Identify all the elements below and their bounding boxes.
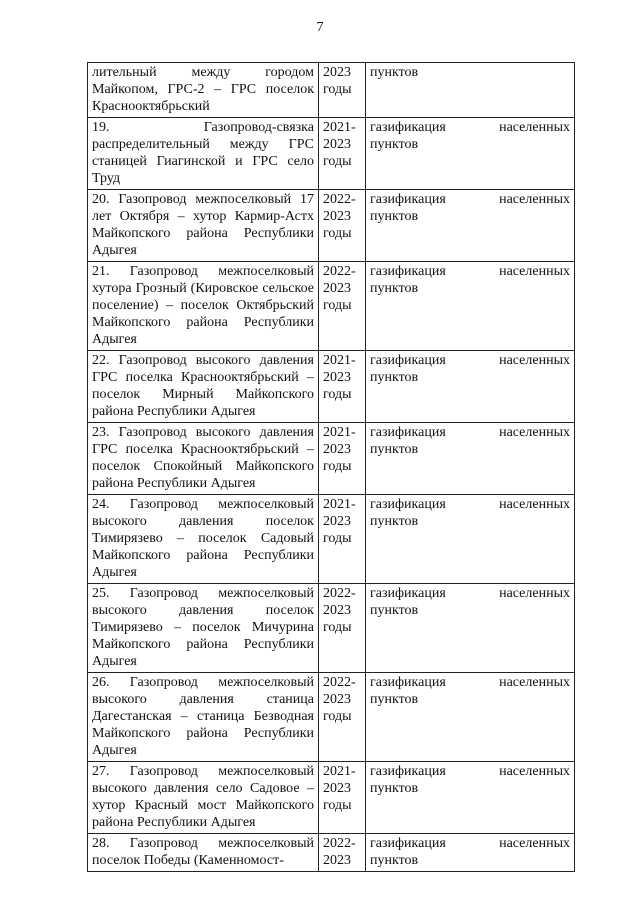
- table-row: [88, 63, 575, 118]
- period-cell: [319, 495, 366, 584]
- purpose-line: пунктов: [370, 209, 419, 224]
- purpose-word: газификация: [370, 764, 446, 779]
- period-line: 2023: [323, 442, 351, 457]
- purpose-cell: [366, 834, 575, 872]
- table-row: [88, 423, 575, 495]
- purpose-cell: [366, 262, 575, 351]
- purpose-word: населенных: [499, 425, 570, 440]
- period-line: 2022-: [323, 264, 356, 279]
- purpose-cell: [366, 584, 575, 673]
- object-name-cell: 23. Газопровод высокого давления ГРС поселка Краснооктябрьский – поселок Спокойный Майкопского района Республики Адыгея: [88, 423, 319, 495]
- purpose-line: [370, 835, 570, 852]
- period-line: 2023: [323, 692, 351, 707]
- period-line: 2023: [323, 853, 351, 868]
- purpose-line: [370, 191, 570, 208]
- period-line: годы: [323, 709, 352, 724]
- table-row: [88, 673, 575, 762]
- purpose-cell: [366, 63, 575, 118]
- period-cell: [319, 584, 366, 673]
- period-cell: [319, 762, 366, 834]
- table-row: [88, 118, 575, 190]
- purpose-line: пунктов: [370, 137, 419, 152]
- purpose-word: населенных: [499, 836, 570, 851]
- period-line: 2021-: [323, 120, 356, 135]
- purpose-cell: [366, 423, 575, 495]
- period-line: 2022-: [323, 192, 356, 207]
- period-line: 2023: [323, 65, 351, 80]
- table-row: [88, 351, 575, 423]
- period-line: годы: [323, 531, 352, 546]
- purpose-word: газификация: [370, 264, 446, 279]
- period-line: годы: [323, 82, 352, 97]
- purpose-line: пунктов: [370, 853, 419, 868]
- purpose-word: газификация: [370, 675, 446, 690]
- period-line: годы: [323, 226, 352, 241]
- purpose-word: населенных: [499, 353, 570, 368]
- object-name-cell: 24. Газопровод межпоселковый высокого давления поселок Тимирязево – поселок Садовый Майкопского района Республики Адыгея: [88, 495, 319, 584]
- period-line: годы: [323, 798, 352, 813]
- period-line: 2022-: [323, 675, 356, 690]
- period-cell: [319, 63, 366, 118]
- purpose-line: пунктов: [370, 65, 419, 80]
- purpose-word: населенных: [499, 120, 570, 135]
- purpose-word: газификация: [370, 497, 446, 512]
- object-name-cell: 26. Газопровод межпоселковый высокого давления станица Дагестанская – станица Безводная Майкопского района Республики Адыгея: [88, 673, 319, 762]
- table-row: [88, 834, 575, 872]
- table-row: [88, 190, 575, 262]
- period-line: 2023: [323, 781, 351, 796]
- purpose-word: газификация: [370, 836, 446, 851]
- purpose-line: [370, 352, 570, 369]
- period-line: 2023: [323, 514, 351, 529]
- period-line: 2023: [323, 209, 351, 224]
- period-cell: [319, 118, 366, 190]
- purpose-line: [370, 119, 570, 136]
- period-line: годы: [323, 154, 352, 169]
- object-name-cell: лительный между городом Майкопом, ГРС-2 – ГРС поселок Краснооктябрьский: [88, 63, 319, 118]
- object-name-cell: 27. Газопровод межпоселковый высокого давления село Садовое – хутор Красный мост Майкопского района Республики Адыгея: [88, 762, 319, 834]
- table-row: [88, 262, 575, 351]
- purpose-word: населенных: [499, 264, 570, 279]
- purpose-line: [370, 674, 570, 691]
- period-line: 2021-: [323, 764, 356, 779]
- purpose-line: пунктов: [370, 514, 419, 529]
- object-name-cell: 25. Газопровод межпоселковый высокого давления поселок Тимирязево – поселок Мичурина Майкопского района Республики Адыгея: [88, 584, 319, 673]
- purpose-line: [370, 424, 570, 441]
- purpose-cell: [366, 762, 575, 834]
- period-line: годы: [323, 298, 352, 313]
- projects-table: [87, 62, 575, 872]
- period-cell: [319, 673, 366, 762]
- purpose-cell: [366, 118, 575, 190]
- object-name-cell: 22. Газопровод высокого давления ГРС поселка Краснооктябрьский – поселок Мирный Майкопского района Республики Адыгея: [88, 351, 319, 423]
- period-cell: [319, 351, 366, 423]
- period-line: годы: [323, 620, 352, 635]
- purpose-line: пунктов: [370, 370, 419, 385]
- table-row: [88, 495, 575, 584]
- object-name-cell: 19. Газопровод-связка распределительный между ГРС станицей Гиагинской и ГРС село Труд: [88, 118, 319, 190]
- period-line: 2021-: [323, 425, 356, 440]
- period-line: 2022-: [323, 586, 356, 601]
- period-cell: [319, 190, 366, 262]
- period-line: 2021-: [323, 497, 356, 512]
- object-name-cell: 20. Газопровод межпоселковый 17 лет Октября – хутор Кармир-Астх Майкопского района Республики Адыгея: [88, 190, 319, 262]
- period-line: годы: [323, 459, 352, 474]
- period-line: 2023: [323, 137, 351, 152]
- purpose-word: газификация: [370, 192, 446, 207]
- purpose-line: пунктов: [370, 781, 419, 796]
- purpose-line: [370, 496, 570, 513]
- object-name-cell: 21. Газопровод межпоселковый хутора Грозный (Кировское сельское поселение) – поселок Октябрьский Майкопского района Республики Адыгея: [88, 262, 319, 351]
- purpose-cell: [366, 351, 575, 423]
- period-line: 2023: [323, 281, 351, 296]
- purpose-word: газификация: [370, 353, 446, 368]
- purpose-word: населенных: [499, 192, 570, 207]
- table-row: [88, 762, 575, 834]
- purpose-line: пунктов: [370, 442, 419, 457]
- purpose-word: населенных: [499, 764, 570, 779]
- purpose-cell: [366, 495, 575, 584]
- purpose-word: населенных: [499, 497, 570, 512]
- purpose-line: пунктов: [370, 603, 419, 618]
- purpose-word: населенных: [499, 586, 570, 601]
- period-line: 2021-: [323, 353, 356, 368]
- purpose-line: [370, 263, 570, 280]
- period-line: 2023: [323, 603, 351, 618]
- purpose-cell: [366, 190, 575, 262]
- table-row: [88, 584, 575, 673]
- purpose-line: пунктов: [370, 281, 419, 296]
- period-cell: [319, 423, 366, 495]
- period-line: 2022-: [323, 836, 356, 851]
- period-line: 2023: [323, 370, 351, 385]
- page-number: 7: [316, 20, 324, 35]
- purpose-cell: [366, 673, 575, 762]
- purpose-word: газификация: [370, 586, 446, 601]
- period-cell: [319, 834, 366, 872]
- period-cell: [319, 262, 366, 351]
- purpose-word: газификация: [370, 425, 446, 440]
- purpose-line: пунктов: [370, 692, 419, 707]
- purpose-word: газификация: [370, 120, 446, 135]
- purpose-word: населенных: [499, 675, 570, 690]
- period-line: годы: [323, 387, 352, 402]
- purpose-line: [370, 585, 570, 602]
- purpose-line: [370, 763, 570, 780]
- object-name-cell: 28. Газопровод межпоселковый поселок Победы (Каменномост-: [88, 834, 319, 872]
